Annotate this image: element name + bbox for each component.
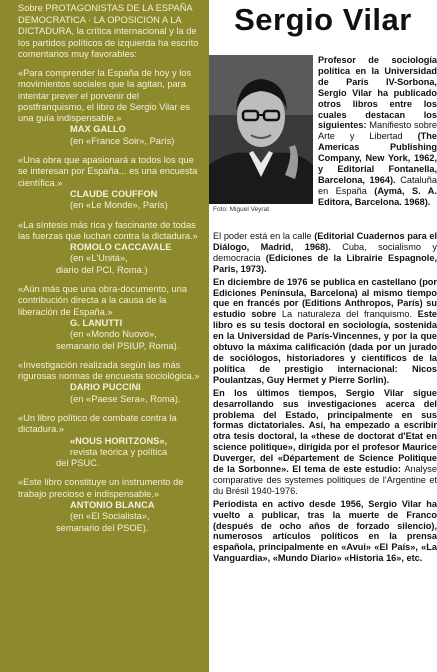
quote-source-detail: semanario del PSOE). [56, 522, 149, 533]
quote-author: MAX GALLO [70, 124, 126, 135]
review-quote [18, 155, 206, 211]
quote-author: ROMOLO CACCAVALE [70, 242, 172, 253]
review-quote [18, 220, 206, 276]
quote-text: «Una obra que apasionará a todos los que se interesan por España... es una encuesta científica.» [18, 155, 198, 188]
book-publisher-1: (The Americas Publishing Company, New York, 1962, y Editorial Fontanella, Barcelona, 1964). [318, 131, 437, 185]
portrait-image [209, 55, 313, 204]
thesis-title: Analyse comparative des systemes politiques de l'Argentine et du Brésil 1940-1976. [213, 464, 437, 496]
review-quote [18, 413, 206, 469]
quote-source: (en «El Socialista», [70, 511, 150, 522]
quote-text: «Un libro político de combate contra la dictadura.» [18, 412, 177, 435]
bio-paragraph-3 [213, 388, 437, 497]
bio-p4: Periodista en activo desde 1956, Sergio Vilar ha vuelto a publicar, tras la muerte de Franco (después de ocho años de forzado silencio), numerosos artículos políticos en la prensa española, principalmente en «Avui» «El País», «La Vanguardia», «Mundo Diario» «Historia 16», etc. [213, 498, 437, 564]
review-quote [18, 477, 206, 533]
book-publisher-4: (Ediciones de la Librairie Espagnole, Paris, 1973). [213, 252, 437, 274]
quote-source: (en «Paese Sera», Roma). [70, 393, 181, 404]
book-title-franquismo: La naturaleza del franquismo. [281, 309, 412, 320]
bio-p2-a: En diciembre de 1976 se publica en castellano (por Ediciones Península, Barcelona) al mismo tiempo que en francés por (Editions Anthropos, París) su estudio sobre [213, 276, 437, 320]
author-photo [209, 55, 313, 204]
quote-source: (en «Mondo Nuovo», [70, 329, 157, 340]
quotes-list [18, 68, 206, 534]
quote-author: G. LANUTTI [70, 317, 123, 328]
left-panel [0, 0, 209, 672]
bio-main [213, 231, 437, 566]
quote-text: «Para comprender la España de hoy y los movimientos sociales que la agitan, para intentar prever el porvenir del postfranquismo, el libro de Sergio Vilar es una guía indispensable.» [18, 67, 192, 124]
reviews-intro: Sobre PROTAGONISTAS DE LA ESPAÑA DEMOCRATICA · LA OPOSICION A LA DICTADURA, la crítica internacional y la de los partidos políticos de izquierda ha escrito comentarios muy favorables: [18, 3, 199, 60]
author-title: Sergio Vilar [234, 2, 412, 37]
reviews-column [18, 3, 206, 542]
quote-text: «Este libro constituye un instrumento de trabajo precioso e indispensable.» [18, 477, 184, 499]
quote-text: «Aún más que una obra-documento, una contribución directa a la causa de la liberación de España.» [18, 284, 188, 317]
book-title-cataluna: Cataluña en España [318, 174, 437, 196]
bio-paragraph-1 [213, 231, 437, 275]
book-publisher-2: (Aymá, S. A. Editora, Barcelona. 1968). [318, 185, 437, 207]
quote-source-detail: del PSUC. [56, 458, 100, 469]
bio-top [318, 55, 437, 210]
review-quote [18, 360, 206, 405]
bio-intro: Profesor de sociología política en la Universidad de París IV-Sorbona, Sergio Vilar ha publicado otros libros entre los cuales destacan los siguientes: [318, 55, 437, 131]
review-quote [18, 284, 206, 352]
book-title-manifiesto: Manifiesto sobre Arte y Libertad [318, 120, 437, 142]
quote-source: (en «France Soir», París) [70, 135, 175, 146]
quote-source-detail: diario del PCI, Roma.) [56, 264, 148, 275]
quote-text: «La síntesis más rica y fascinante de todas las fuerzas que luchan contra la dictadura.» [18, 219, 198, 241]
quote-author: DARIO PUCCINI [70, 382, 141, 393]
quote-author: ANTONIO BLANCA [70, 500, 155, 511]
book-title-poder: El poder está en la calle [213, 231, 315, 241]
quote-source: (en «Le Monde», París) [70, 200, 168, 211]
quote-source-detail: semanario del PSIUP, Roma). [56, 340, 180, 351]
bio-p3-a: En los últimos tiempos, Sergio Vilar sigue desarrollando sus investigaciones acerca del problema del Estado, principalmente en sus formas dictatoriales. Así, ha empezado a escribir otra tesis doctoral, la «these de doctorat d'Etat en science politique», dirigida por el profesor Maurice Duverger, del «Département de Science Politique de la Sorbonne». El tema de este estudio: [213, 387, 437, 475]
book-publisher-3: (Editorial Cuadernos para el Diálogo, Madrid, 1968). [213, 231, 437, 252]
bio-paragraph-2 [213, 277, 437, 386]
bio-paragraph-4 [213, 499, 437, 564]
quote-author: «NOUS HORITZONS», [70, 435, 168, 446]
quote-source: (en «L'Unitá», [70, 253, 128, 264]
bio-p2-c: Este libro es su tesis doctoral en sociología, sostenida en la Universidad de París-Vincennes, y por la que obtuvo la máxima calificación (dada por un jurado de sociólogos, historiadores y científicos de la política de prestigio internacional: Nicos Poulantzas, Guy Hermet y Pierre Sorlin). [213, 309, 437, 385]
right-panel [209, 0, 437, 672]
quote-text: «Investigación realizada según las más rigurosas normas de encuesta sociológica.» [18, 359, 200, 382]
review-quote [18, 68, 206, 147]
photo-caption: Foto: Miguel Veyrat [213, 206, 269, 213]
book-title-cuba: Cuba, socialismo y democracia [213, 241, 437, 263]
quote-source: revista teórica y política [70, 446, 168, 457]
quote-author: CLAUDE COUFFON [70, 188, 158, 199]
